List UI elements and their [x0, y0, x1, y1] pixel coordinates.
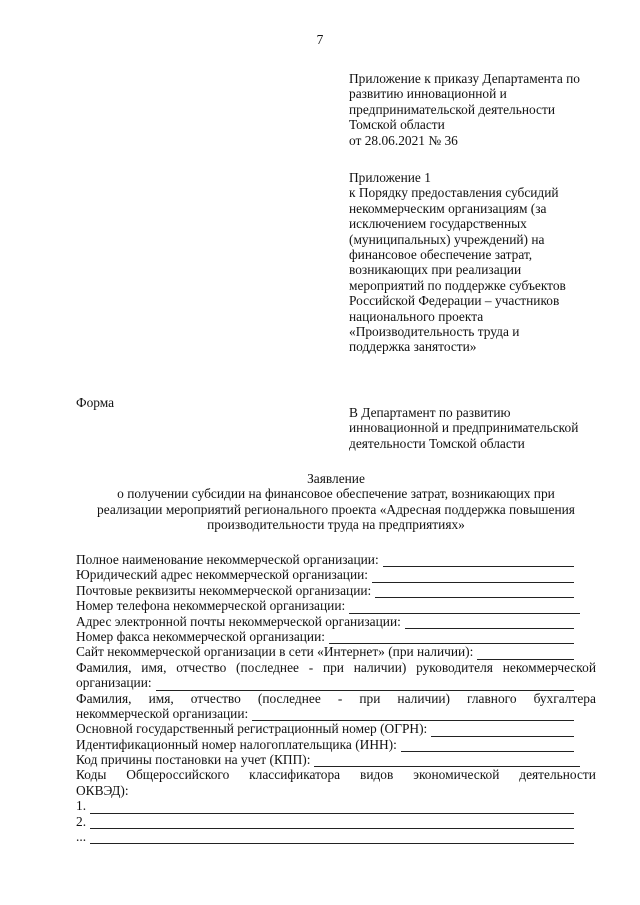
label-word: Фамилия, — [76, 659, 132, 675]
field-fax — [76, 629, 596, 644]
label-word: классификатора — [249, 767, 341, 783]
email-blank[interactable] — [405, 617, 574, 629]
head-blank[interactable] — [156, 679, 574, 691]
field-label: Сайт некоммерческой организации в сети «Интернет» (при наличии): — [76, 644, 474, 660]
field-label: Юридический адрес некоммерческой организации: — [76, 567, 368, 583]
appendix-one-line: к Порядку предоставления субсидий — [349, 185, 559, 201]
appendix-one-line: Приложение 1 — [349, 170, 431, 185]
appendix-order-line: предпринимательской деятельности — [349, 101, 555, 117]
appendix-one-line: «Производительность труда и — [349, 324, 520, 340]
statement-subtitle-line: реализации мероприятий регионального проекта «Адресная поддержка повышения — [97, 501, 575, 517]
field-inn — [76, 737, 596, 752]
field-full-name — [76, 552, 596, 567]
field-postal-details — [76, 583, 596, 598]
label-word: наличии) — [353, 659, 407, 675]
application-fields — [76, 552, 596, 844]
label-word: (последнее — [236, 659, 299, 675]
form-label: Форма — [76, 395, 115, 410]
label-word: экономической — [413, 767, 500, 783]
appendix-order-line: Приложение к приказу Департамента по — [349, 71, 580, 86]
label-word: наличии) — [397, 690, 451, 706]
full-name-blank[interactable] — [383, 555, 574, 567]
label-word: руководителя — [416, 659, 493, 675]
label-word: некоммерческой — [502, 659, 596, 675]
label-word: (последнее — [257, 690, 321, 706]
website-blank[interactable] — [477, 648, 574, 660]
appendix-one-line: национального проекта — [349, 308, 484, 324]
field-label: Основной государственный регистрационный номер (ОГРН): — [76, 721, 428, 737]
field-label: Номер факса некоммерческой организации: — [76, 628, 325, 644]
field-legal-address — [76, 567, 596, 582]
field-accountant-label — [76, 691, 596, 706]
label-word: видов — [360, 767, 394, 783]
postal-details-blank[interactable] — [375, 586, 574, 598]
field-kpp — [76, 752, 596, 767]
label-word: главного — [467, 690, 517, 706]
label-word: - — [337, 690, 343, 706]
field-okved-label — [76, 767, 596, 782]
field-label: Почтовые реквизиты некоммерческой организации: — [76, 582, 372, 598]
field-label: Адрес электронной почты некоммерческой организации: — [76, 613, 401, 629]
label-word: отчество — [190, 690, 241, 706]
field-accountant — [76, 706, 596, 721]
accountant-blank[interactable] — [252, 709, 574, 721]
field-label: ОКВЭД): — [76, 782, 129, 798]
appendix-one-line: поддержка занятости» — [349, 339, 477, 355]
label-word: имя, — [148, 690, 174, 706]
appendix-one-line: некоммерческим организациям (за — [349, 200, 547, 216]
appendix-order-block — [349, 71, 604, 148]
page-number: 7 — [316, 32, 324, 47]
field-website — [76, 644, 596, 659]
statement-subtitle-line: о получении субсидии на финансовое обеспечение затрат, возникающих при — [117, 486, 555, 502]
field-head-label — [76, 660, 596, 675]
kpp-blank[interactable] — [314, 755, 580, 767]
ogrn-blank[interactable] — [431, 725, 574, 737]
label-word: - — [308, 659, 314, 675]
inn-blank[interactable] — [401, 740, 574, 752]
label-word: деятельности — [519, 767, 596, 783]
okved-item-more — [76, 829, 596, 844]
label-word: при — [322, 659, 344, 675]
field-label: Код причины постановки на учет (КПП): — [76, 752, 311, 768]
field-phone — [76, 598, 596, 613]
appendix-one-line: (муниципальных) учреждений) на — [349, 231, 545, 247]
appendix-order-line: от 28.06.2021 № 36 — [349, 132, 458, 148]
statement-title: Заявление — [307, 471, 365, 486]
field-label: организации: — [76, 675, 152, 691]
statement-title-block — [76, 471, 596, 533]
label-word: бухгалтера — [533, 690, 596, 706]
label-word: Фамилия, — [76, 690, 132, 706]
legal-address-blank[interactable] — [372, 571, 574, 583]
appendix-one-line: исключением государственных — [349, 216, 527, 232]
okved-item-more-blank[interactable] — [90, 832, 574, 844]
addressee-line: В Департамент по развитию — [349, 405, 511, 420]
label-word: Коды — [76, 767, 107, 783]
statement-subtitle-line: производительности труда на предприятиях» — [207, 517, 465, 533]
field-email — [76, 614, 596, 629]
appendix-one-block — [349, 170, 604, 355]
field-label: Полное наименование некоммерческой организации: — [76, 551, 379, 567]
appendix-one-line: возникающих при реализации — [349, 262, 522, 278]
label-word: отчество — [176, 659, 227, 675]
label-word: при — [359, 690, 381, 706]
addressee-line: деятельности Томской области — [349, 435, 525, 451]
appendix-order-line: развитию инновационной и — [349, 86, 507, 102]
label-word: Общероссийского — [126, 767, 230, 783]
field-head — [76, 675, 596, 690]
appendix-order-line: Томской области — [349, 117, 445, 133]
field-label: Идентификационный номер налогоплательщика (ИНН): — [76, 736, 397, 752]
phone-blank[interactable] — [349, 602, 580, 614]
fax-blank[interactable] — [329, 632, 574, 644]
okved-item-2-blank[interactable] — [90, 817, 574, 829]
okved-item-1 — [76, 798, 596, 813]
appendix-one-line: Российской Федерации – участников — [349, 293, 560, 309]
field-okved-cont — [76, 783, 596, 798]
appendix-one-line: финансовое обеспечение затрат, — [349, 247, 533, 263]
field-label: некоммерческой организации: — [76, 705, 249, 721]
okved-item-1-blank[interactable] — [90, 802, 574, 814]
item-number: 1. — [76, 798, 87, 814]
label-word: имя, — [141, 659, 167, 675]
okved-item-2 — [76, 814, 596, 829]
item-number: 2. — [76, 813, 87, 829]
addressee-line: инновационной и предпринимательской — [349, 420, 579, 436]
field-ogrn — [76, 721, 596, 736]
appendix-one-line: мероприятий по поддержке субъектов — [349, 277, 566, 293]
addressee-block — [349, 405, 604, 451]
item-number: ... — [76, 829, 87, 845]
field-label: Номер телефона некоммерческой организации: — [76, 598, 346, 614]
